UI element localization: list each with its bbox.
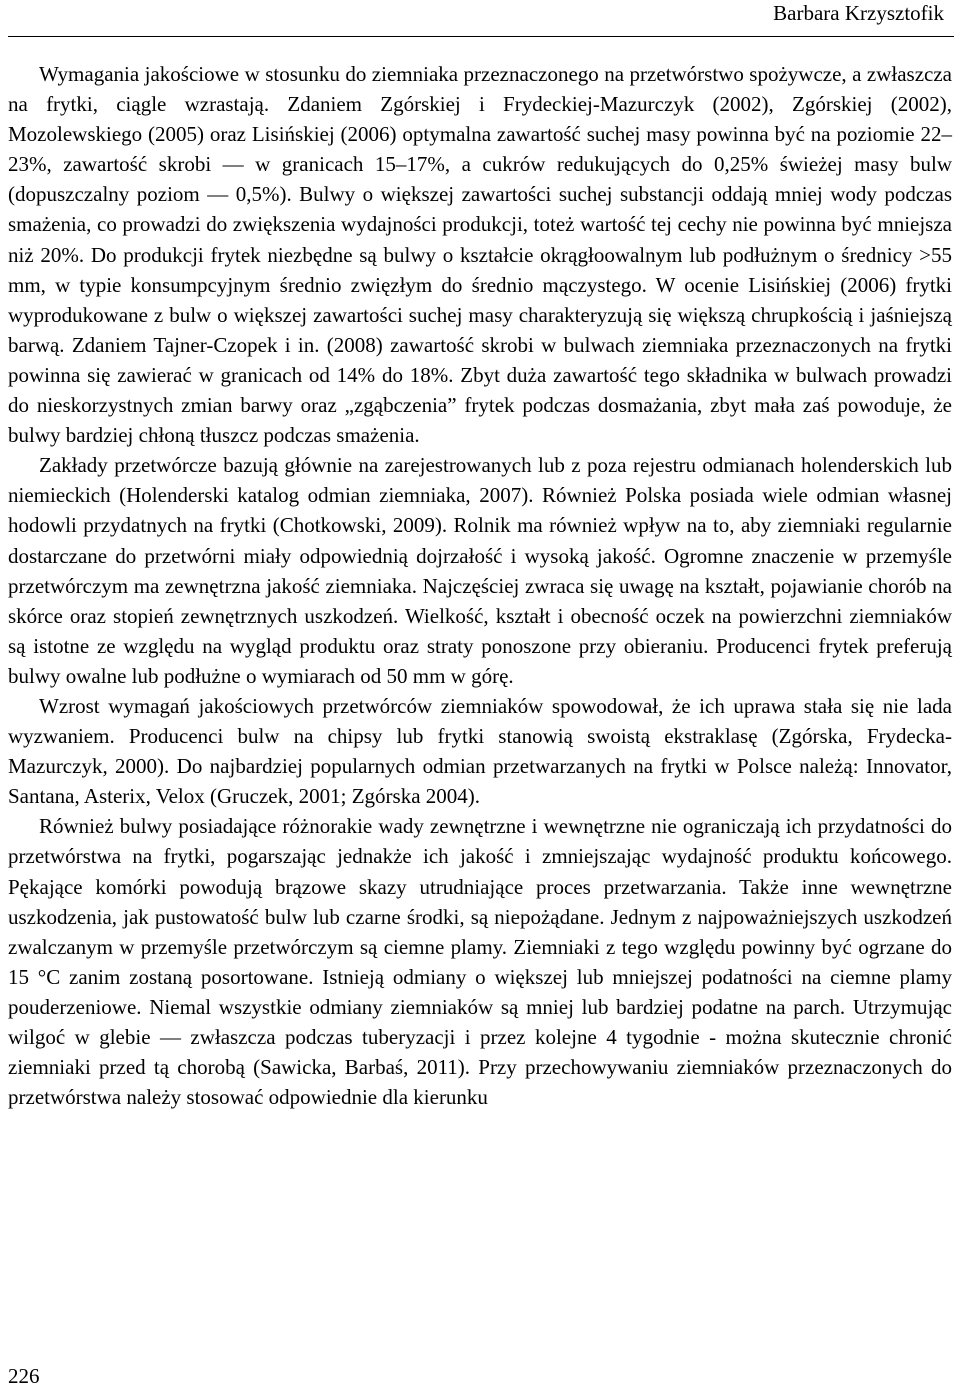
paragraph-quality-requirements: Wymagania jakościowe w stosunku do ziemniaka przeznaczonego na przetwórstwo spożywcze, a zwłaszcza na frytki, ciągle wzrastają. Zdaniem Zgórskiej i Frydeckiej-Mazurczyk (2002), Zgórskiej (2002), Mozolewskiego (2005) oraz Lisińskiej (2006) optymalna zawartość suchej masy powinna być na poziomie 22–23%, zawartość skrobi — w granicach 15–17%, a cukrów redukujących do 0,25% świeżej masy bulw (dopuszczalny poziom — 0,5%). Bulwy o większej zawartości suchej substancji oddają mniej wody podczas smażenia, co prowadzi do zwiększenia wydajności produkcji, toteż wartość tej cechy nie powinna być mniejsza niż 20%. Do produkcji frytek niezbędne są bulwy o kształcie okrągłoowalnym lub podłużnym o średnicy >55 mm, w typie konsumpcyjnym średnio zwięzłym do średnio mączystego. W ocenie Lisińskiej (2006) frytki wyprodukowane z bulw o większej zawartości suchej masy charakteryzują się większą chrupkością i jaśniejszą barwą. Zdaniem Tajner-Czopek i in. (2008) zawartość skrobi w bulwach ziemniaka przeznaczonych na frytki powinna się zawierać w granicach od 14% do 18%. Zbyt duża zawartość tego składnika w bulwach prowadzi do nieskorzystnych zmian barwy oraz „zgąbczenia” frytek podczas dosmażania, zbyt mała zaś powoduje, że bulwy bardziej chłoną tłuszcz podczas smażenia.	[8, 62, 952, 448]
paragraph-tuber-defects: Również bulwy posiadające różnorakie wady zewnętrzne i wewnętrzne nie ograniczają ich przydatności do przetwórstwa na frytki, pogarszając jednakże ich jakość i zmniejszając wydajność produktu końcowego. Pękające komórki powodują brązowe skazy utrudniające proces przetwarzania. Także inne wewnętrzne uszkodzenia, jak pustowatość bulw lub czarne środki, są niepożądane. Jednym z najpoważniejszych uszkodzeń zwalczanym w przemyśle przetwórczym są ciemne plamy. Ziemniaki z tego względu powinny być ogrzane do 15 °C zanim zostaną posortowane. Istnieją odmiany o większej lub mniejszej podatności na ciemne plamy pouderzeniowe. Niemal wszystkie odmiany ziemniaków są mniej lub bardziej podatne na parch. Utrzymując wilgoć w glebie — zwłaszcza podczas tuberyzacji i przez kolejne 4 tygodnie - można skutecznie chronić ziemniaki przed tą chorobą (Sawicka, Barbaś, 2011). Przy przechowywaniu ziemniaków przeznaczonych do przetwórstwa należy stosować odpowiednie dla kierunku	[8, 814, 952, 1110]
running-header-author: Barbara Krzysztofik	[773, 1, 944, 25]
paragraph-processing-plants: Zakłady przetwórcze bazują głównie na zarejestrowanych lub z poza rejestru odmianach holenderskich lub niemieckich (Holenderski katalog odmian ziemniaka, 2007). Również Polska posiada wiele odmian własnej hodowli przydatnych na frytki (Chotkowski, 2009). Rolnik ma również wpływ na to, aby ziemniaki regularnie dostarczane do przetwórni miały odpowiednią dojrzałość i wysoką jakość. Ogromne znaczenie w przemyśle przetwórczym ma zewnętrzna jakość ziemniaka. Najczęściej zwraca się uwagę na kształt, pojawianie chorób na skórce oraz stopień zewnętrznych uszkodzeń. Wielkość, kształt i obecność oczek na powierzchni ziemniaków są istotne ze względu na wygląd produktu oraz straty ponoszone przy obieraniu. Producenci frytek preferują bulwy owalne lub podłużne o wymiarach od 50 mm w górę.	[8, 453, 952, 688]
body-text	[8, 59, 952, 1112]
page-number: 226	[8, 1364, 40, 1388]
paragraph-processor-demands: Wzrost wymagań jakościowych przetwórców ziemniaków spowodował, że ich uprawa stała się nie lada wyzwaniem. Producenci bulw na chipsy lub frytki stanowią swoistą ekstraklasę (Zgórska, Frydecka-Mazurczyk, 2000). Do najbardziej popularnych odmian przetwarzanych na frytki w Polsce należą: Innovator, Santana, Asterix, Velox (Gruczek, 2001; Zgórska 2004).	[8, 693, 952, 809]
header-rule	[8, 36, 954, 37]
